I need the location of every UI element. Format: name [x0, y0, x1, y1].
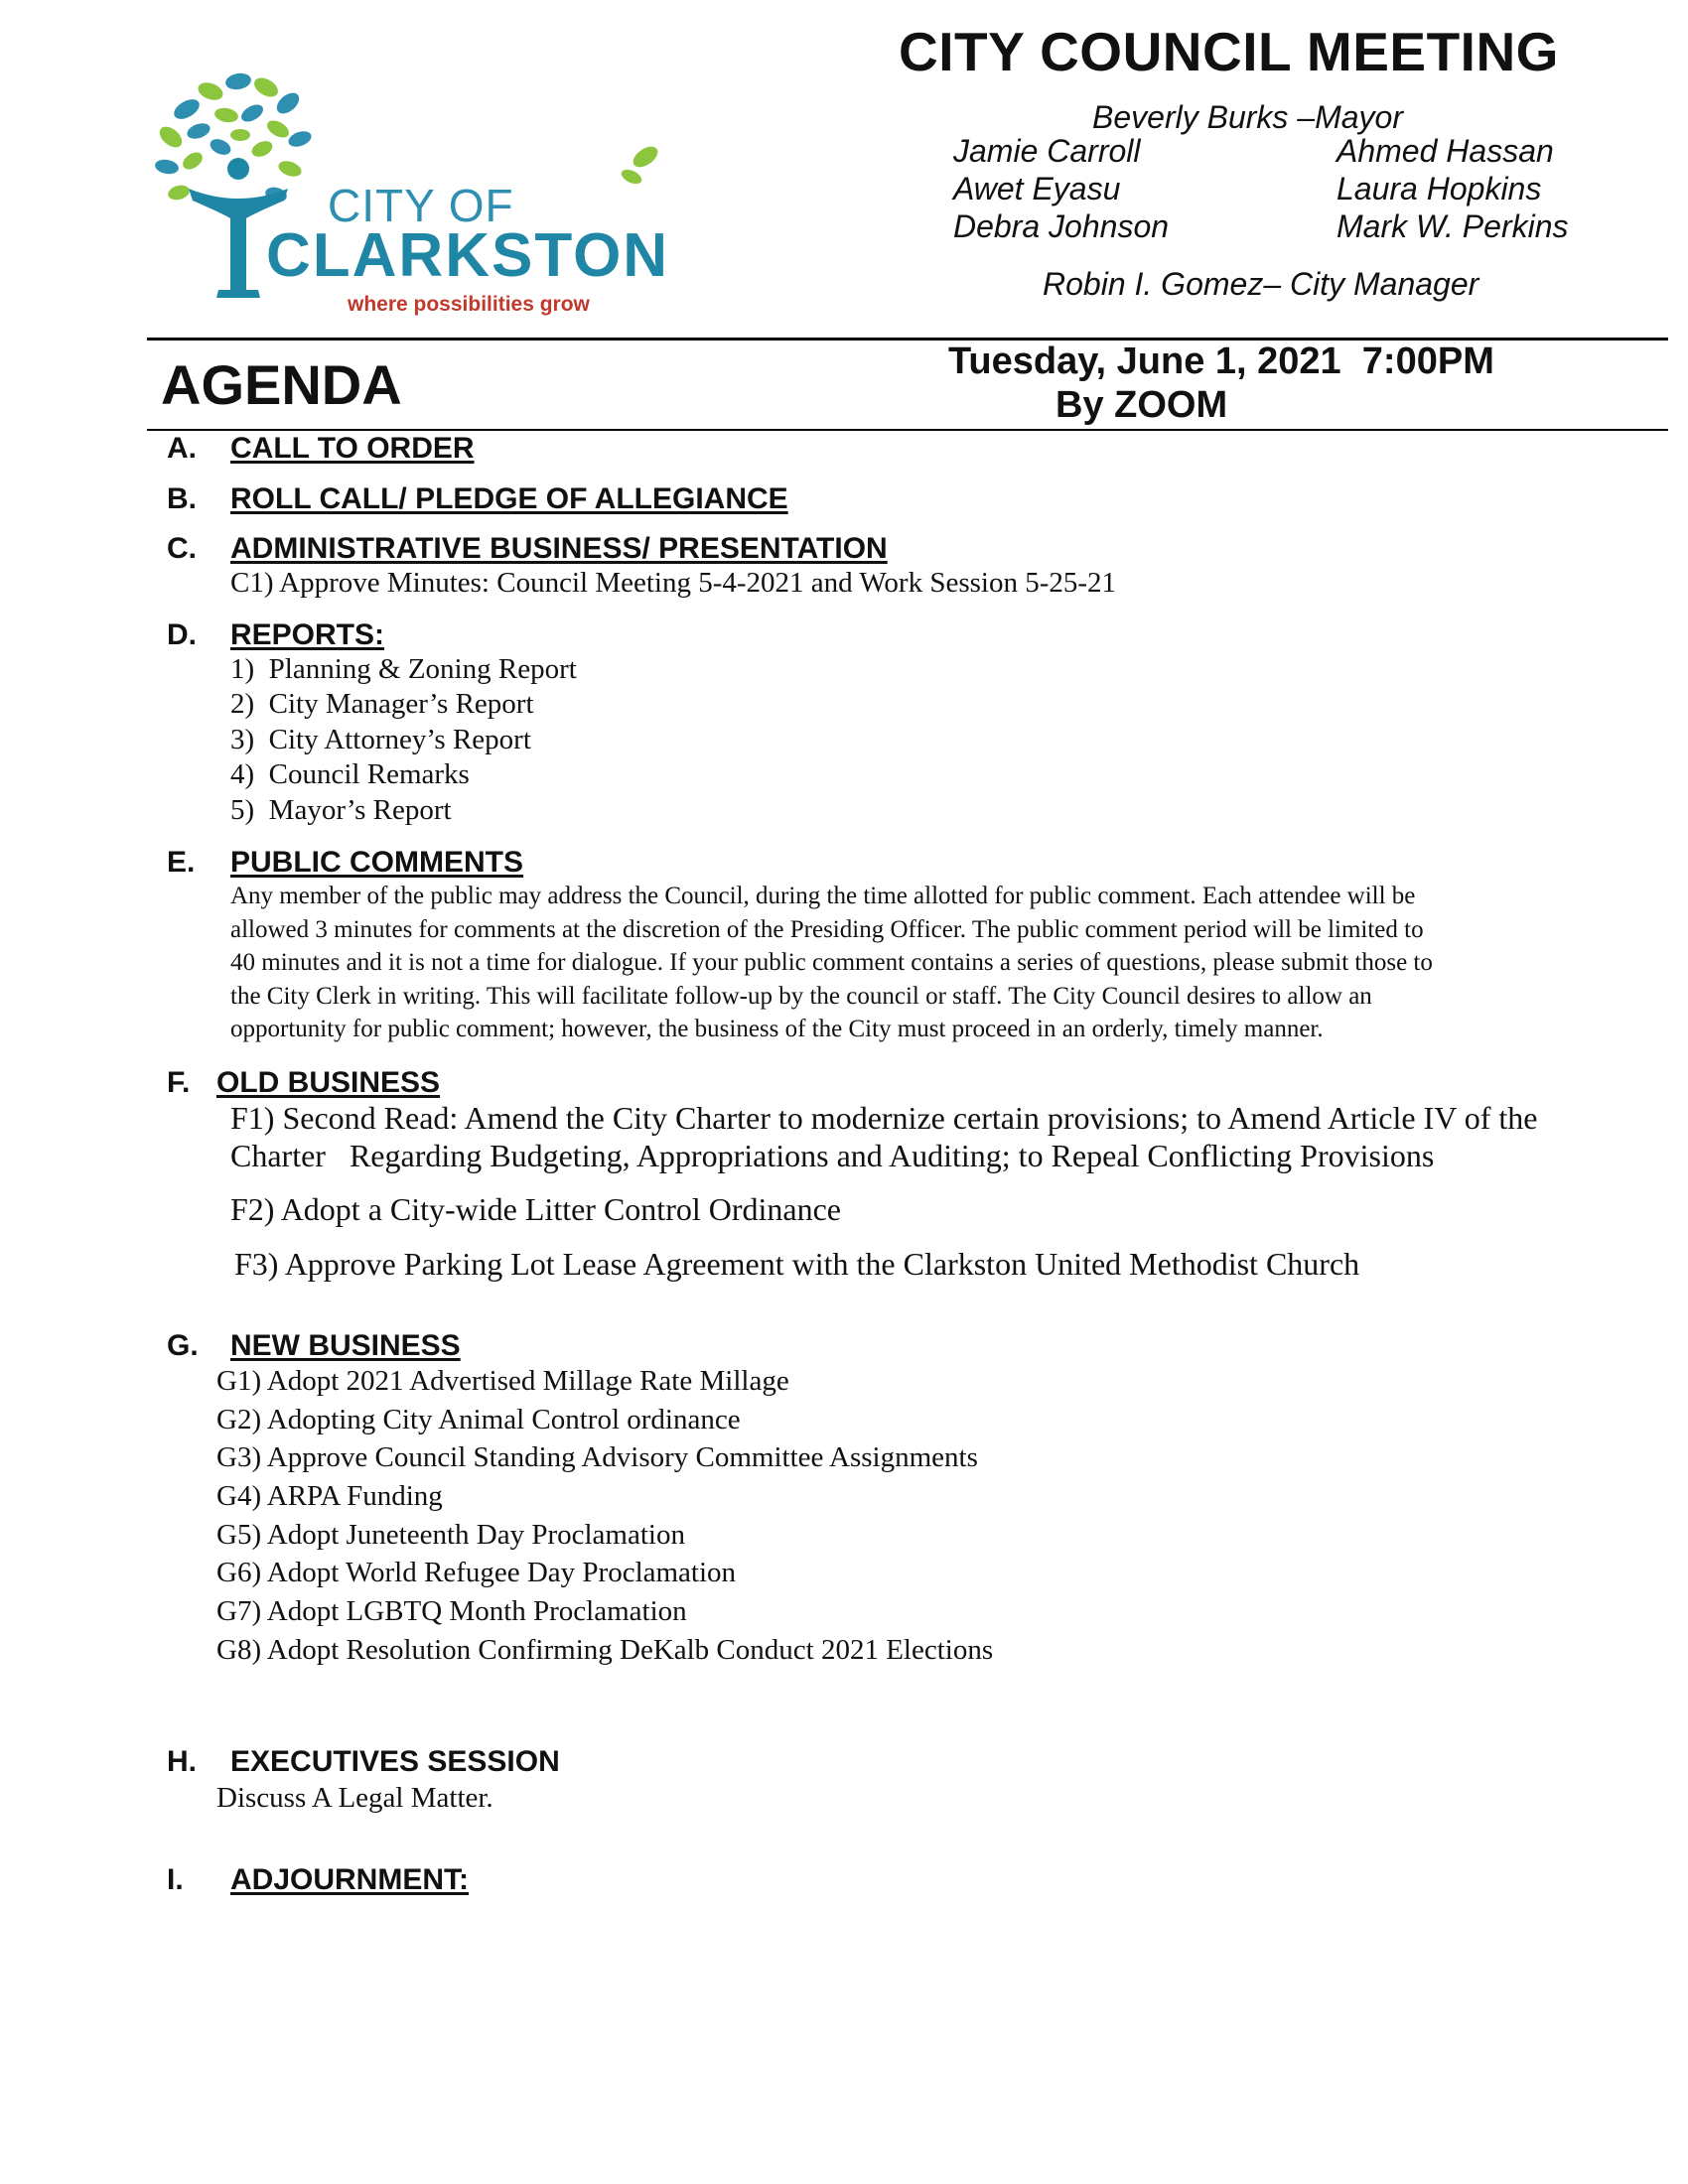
section-letter: F. [167, 1066, 191, 1099]
paragraph-line: the City Clerk in writing. This will facilitate follow-up by the council or staff. The City Council desires to allow an [230, 982, 1372, 1010]
section-letter: A. [167, 432, 197, 465]
list-item: C1) Approve Minutes: Council Meeting 5-4-2021 and Work Session 5-25-21 [230, 567, 1117, 599]
section-roll-call: ROLL CALL/ PLEDGE OF ALLEGIANCE [230, 482, 788, 515]
logo-city-of: CITY OF [328, 180, 514, 231]
paragraph-line: Any member of the public may address the Council, during the time allotted for public comment. Each attendee will be [230, 883, 1416, 909]
section-executive-session: EXECUTIVES SESSION [230, 1745, 560, 1778]
section-call-to-order: CALL TO ORDER [230, 432, 475, 465]
section-letter: I. [167, 1863, 184, 1896]
list-item: 1) Planning & Zoning Report [230, 653, 577, 685]
list-item: Discuss A Legal Matter. [216, 1782, 493, 1814]
agenda-divider [147, 429, 1668, 431]
list-item: F2) Adopt a City-wide Litter Control Ordinance [230, 1191, 841, 1227]
section-letter: H. [167, 1745, 197, 1778]
list-item: G5) Adopt Juneteenth Day Proclamation [216, 1519, 685, 1551]
list-item: F3) Approve Parking Lot Lease Agreement with the Clarkston United Methodist Church [234, 1246, 1360, 1282]
list-item: G2) Adopting City Animal Control ordinance [216, 1404, 741, 1435]
city-logo [149, 69, 705, 328]
list-item: F1) Second Read: Amend the City Charter to modernize certain provisions; to Amend Article IV of the [230, 1100, 1538, 1136]
council-member: Awet Eyasu [953, 171, 1121, 206]
list-item: G1) Adopt 2021 Advertised Millage Rate Millage [216, 1365, 789, 1397]
city-manager: Robin I. Gomez– City Manager [1043, 266, 1479, 302]
section-letter: D. [167, 618, 197, 651]
list-item: 2) City Manager’s Report [230, 688, 534, 720]
logo-tagline: where possibilities grow [348, 293, 590, 316]
paragraph-line: 40 minutes and it is not a time for dialogue. If your public comment contains a series of questions, please submit those to [230, 949, 1433, 976]
section-administrative-business: ADMINISTRATIVE BUSINESS/ PRESENTATION [230, 532, 888, 565]
section-adjournment: ADJOURNMENT: [230, 1863, 469, 1896]
council-member: Mark W. Perkins [1336, 208, 1569, 244]
public-comments-text [230, 880, 1688, 1046]
section-new-business: NEW BUSINESS [230, 1329, 461, 1362]
list-item: G4) ARPA Funding [216, 1480, 443, 1512]
logo-clarkston: CLARKSTON [266, 221, 670, 290]
list-item: 3) City Attorney’s Report [230, 724, 531, 755]
paragraph-line: allowed 3 minutes for comments at the discretion of the Presiding Officer. The public comment period will be limited to [230, 915, 1424, 943]
list-item: G7) Adopt LGBTQ Month Proclamation [216, 1595, 687, 1627]
section-letter: B. [167, 482, 197, 515]
list-item: 5) Mayor’s Report [230, 794, 452, 826]
meeting-location: By ZOOM [1055, 384, 1228, 426]
council-member: Jamie Carroll [953, 133, 1141, 169]
section-letter: G. [167, 1329, 199, 1362]
list-item: 4) Council Remarks [230, 758, 470, 790]
list-item: G6) Adopt World Refugee Day Proclamation [216, 1557, 737, 1588]
section-old-business: OLD BUSINESS [216, 1066, 441, 1099]
meeting-date: Tuesday, June 1, 2021 7:00PM [948, 341, 1494, 382]
list-item: G3) Approve Council Standing Advisory Committee Assignments [216, 1441, 978, 1473]
council-member: Laura Hopkins [1336, 171, 1542, 206]
council-member: Debra Johnson [953, 208, 1170, 244]
mayor-name: Beverly Burks –Mayor [1092, 99, 1403, 135]
list-item: G8) Adopt Resolution Confirming DeKalb Conduct 2021 Elections [216, 1634, 994, 1666]
section-letter: C. [167, 532, 197, 565]
council-member: Ahmed Hassan [1336, 133, 1554, 169]
section-reports: REPORTS: [230, 618, 385, 651]
section-letter: E. [167, 846, 196, 879]
meeting-title: CITY COUNCIL MEETING [899, 21, 1559, 82]
paragraph-line: opportunity for public comment; however, the business of the City must proceed in an orderly, timely manner. [230, 1016, 1324, 1042]
section-public-comments: PUBLIC COMMENTS [230, 846, 523, 879]
list-item: Charter Regarding Budgeting, Appropriations and Auditing; to Repeal Conflicting Provisions [230, 1138, 1435, 1173]
agenda-heading: AGENDA [161, 353, 402, 416]
